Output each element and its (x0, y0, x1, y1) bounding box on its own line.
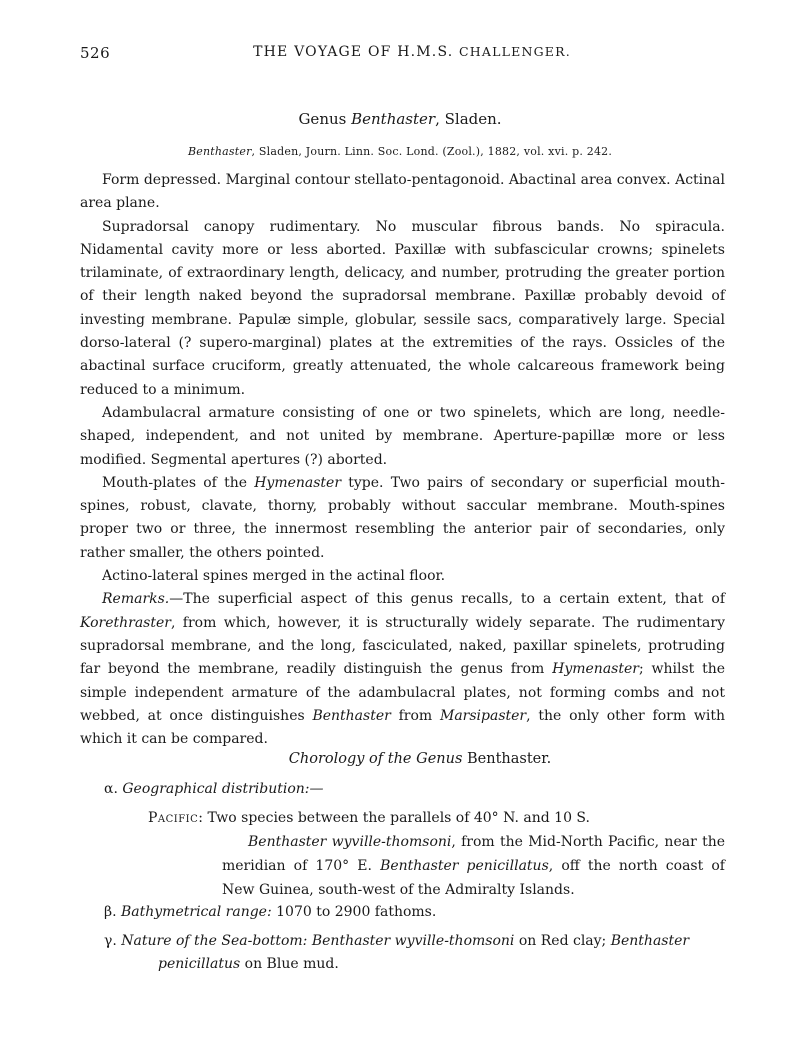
chorology-item-bathymetrical (104, 904, 436, 920)
citation-genus: Benthaster (187, 145, 252, 158)
remarks-label: Remarks. (102, 591, 170, 608)
beta-marker: β. (104, 904, 117, 920)
pacific-species (148, 830, 725, 902)
paragraph-adambulacral: Adambulacral armature consisting of one or two spinelets, which are long, needle-shaped, independent, and not united by membrane. Aperture-papillæ more or less modified. Segmental apertures (?) aborted. (80, 404, 725, 468)
citation (80, 145, 720, 158)
paragraph-supradorsal: Supradorsal canopy rudimentary. No muscular fibrous bands. No spiracula. Nidamental cavity more or less aborted. Paxillæ with subfascicular crowns; spinelets trilaminate, of extraordinary length, delicacy, and number, protruding the greater portion of their length naked beyond the supradorsal membrane. Paxillæ probably devoid of investing membrane. Papulæ simple, globular, sessile sacs, comparatively large. Special dorso-lateral (? supero-marginal) plates at the extremities of the rays. Ossicles of the abactinal surface cruciform, greatly attenuated, the whole calcareous framework being reduced to a minimum. (80, 218, 725, 398)
page-number: 526 (80, 44, 111, 62)
sea-bottom-label: Nature of the Sea-bottom: (121, 933, 308, 949)
remarks-text-4: from (390, 707, 440, 724)
sea-bottom-continuation (104, 953, 729, 976)
remarks-text-1: —The superficial aspect of this genus recalls, to a certain extent, that of (169, 591, 725, 608)
remarks-genus-korethraster: Korethraster (80, 614, 171, 631)
page-header (80, 44, 720, 68)
genus-heading (80, 110, 720, 128)
sea-bottom-species-2-genus: Benthaster (610, 933, 690, 949)
paragraph-remarks (80, 588, 725, 751)
remarks-text-5: , the only other form with which it can be compared. (80, 707, 725, 748)
mouth-plates-text: type. Two pairs of secondary or superficial mouth-spines, robust, clavate, thorny, probably without saccular membrane. Mouth-spines proper two or three, the innermost resembling the anterior pair of secondaries, only rather smaller, the others pointed. (80, 474, 725, 561)
chorology-heading-italic: Chorology of the Genus (288, 751, 463, 767)
species-penicillatus-text: , off the north coast of New Guinea, south-west of the Admiralty Islands. (222, 858, 725, 898)
species-wyville-thomsoni-text: , from the Mid-North Pacific, near the meridian of 170° E. (222, 834, 725, 874)
bathymetrical-label: Bathymetrical range: (121, 904, 272, 920)
gamma-marker: γ. (104, 933, 117, 949)
sea-bottom-text-1: on Red clay; (514, 933, 611, 949)
remarks-genus-hymenaster: Hymenaster (552, 661, 639, 678)
remarks-genus-benthaster: Benthaster (312, 707, 391, 724)
paragraph-mouth-plates (80, 472, 725, 565)
chorology-item-geographical (104, 781, 324, 797)
sea-bottom-species-1: Benthaster wyville-thomsoni (311, 933, 515, 949)
alpha-marker: α. (104, 781, 118, 797)
species-lead (222, 830, 725, 902)
genus-description (80, 169, 725, 751)
remarks-text-3: ; whilst the simple independent armature of the adambulacral plates, not forming combs and not webbed, at once distinguishes (80, 661, 726, 724)
species-wyville-thomsoni: Benthaster wyville-thomsoni (248, 834, 452, 850)
pacific-distribution (148, 806, 725, 902)
geographical-label: Geographical distribution:— (122, 781, 324, 797)
pacific-line (148, 806, 725, 830)
genus-heading-suffix: , Sladen. (435, 110, 502, 128)
citation-text: , Sladen, Journ. Linn. Soc. Lond. (Zool.), 1882, vol. xvi. p. 242. (251, 145, 613, 158)
remarks-genus-marsipaster: Marsipaster (439, 707, 527, 724)
running-head-prefix: THE VOYAGE OF H.M.S. (253, 44, 460, 60)
sea-bottom-text-2: on Blue mud. (240, 956, 339, 972)
mouth-plates-lead: Mouth-plates of the (102, 474, 255, 491)
chorology-heading (80, 751, 720, 767)
chorology-heading-genus: Benthaster. (462, 751, 552, 767)
paragraph-form: Form depressed. Marginal contour stellato-pentagonoid. Abactinal area convex. Actinal area plane. (80, 172, 725, 212)
sea-bottom-species-2-epithet: penicillatus (158, 956, 241, 972)
species-penicillatus: Benthaster penicillatus (380, 858, 549, 874)
running-head-suffix: CHALLENGER. (459, 44, 571, 59)
genus-heading-name: Benthaster (351, 110, 436, 128)
mouth-plates-genus: Hymenaster (254, 474, 342, 491)
running-head (80, 44, 720, 60)
remarks-text-2: , from which, however, it is structurally widely separate. The rudimentary supradorsal membrane, and the long, fasciculated, naked, paxillar spinelets, protruding far beyond the membrane, readily distinguish the genus from (80, 614, 725, 678)
genus-heading-prefix: Genus (298, 110, 352, 128)
pacific-intro: : Two species between the parallels of 40° N. and 10 S. (198, 810, 590, 826)
paragraph-actino-lateral: Actino-lateral spines merged in the actinal floor. (102, 568, 446, 585)
chorology-item-sea-bottom (104, 930, 729, 976)
bathymetrical-value: 1070 to 2900 fathoms. (271, 904, 437, 920)
pacific-label: Pacific (148, 810, 199, 826)
